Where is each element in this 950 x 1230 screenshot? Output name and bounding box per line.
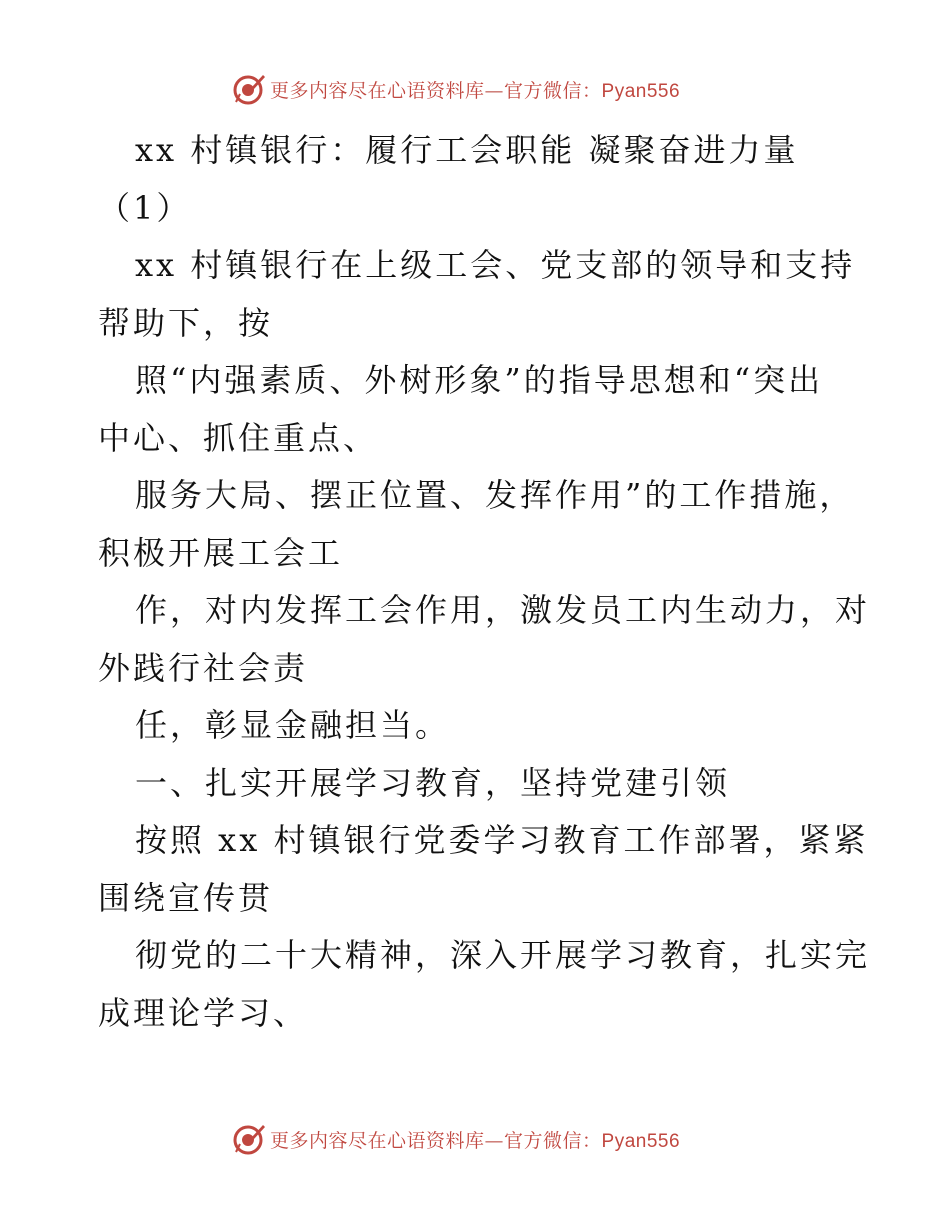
paragraph-line: 围绕宣传贯 <box>98 878 274 917</box>
footer-watermark <box>232 1122 732 1156</box>
paragraph-line: 按照 xx 村镇银行党委学习教育工作部署，紧紧 <box>135 821 869 859</box>
paragraph-line: xx 村镇银行在上级工会、党支部的领导和支持 <box>135 246 856 284</box>
paragraph-line: 任，彰显金融担当。 <box>135 706 451 744</box>
paragraph-line: 成理论学习、 <box>98 993 309 1032</box>
watermark-text: 更多内容尽在心语资料库—官方微信：Pyan556 <box>270 79 681 102</box>
paragraph-line: 彻党的二十大精神，深入开展学习教育，扎实完 <box>135 936 871 974</box>
paragraph-line: 照“内强素质、外树形象”的指导思想和“突出 <box>135 361 824 399</box>
section-heading: 一、扎实开展学习教育，坚持党建引领 <box>135 763 731 802</box>
document-title-suffix: （1） <box>98 188 192 227</box>
paragraph-line: 积极开展工会工 <box>98 533 344 572</box>
paragraph-line: 帮助下，按 <box>98 303 274 342</box>
paragraph-line: 外践行社会责 <box>98 648 309 687</box>
document-body <box>98 122 871 1042</box>
watermark-text: 更多内容尽在心语资料库—官方微信：Pyan556 <box>270 1129 681 1152</box>
header-watermark <box>232 72 732 106</box>
paragraph-line: 作，对内发挥工会作用，激发员工内生动力，对 <box>135 591 871 629</box>
document-title: xx 村镇银行：履行工会职能 凝聚奋进力量 <box>135 131 799 169</box>
quill-seal-icon <box>232 72 266 106</box>
quill-seal-icon <box>232 1122 266 1156</box>
paragraph-line: 中心、抓住重点、 <box>98 418 379 457</box>
paragraph-line: 服务大局、摆正位置、发挥作用”的工作措施， <box>135 476 855 514</box>
